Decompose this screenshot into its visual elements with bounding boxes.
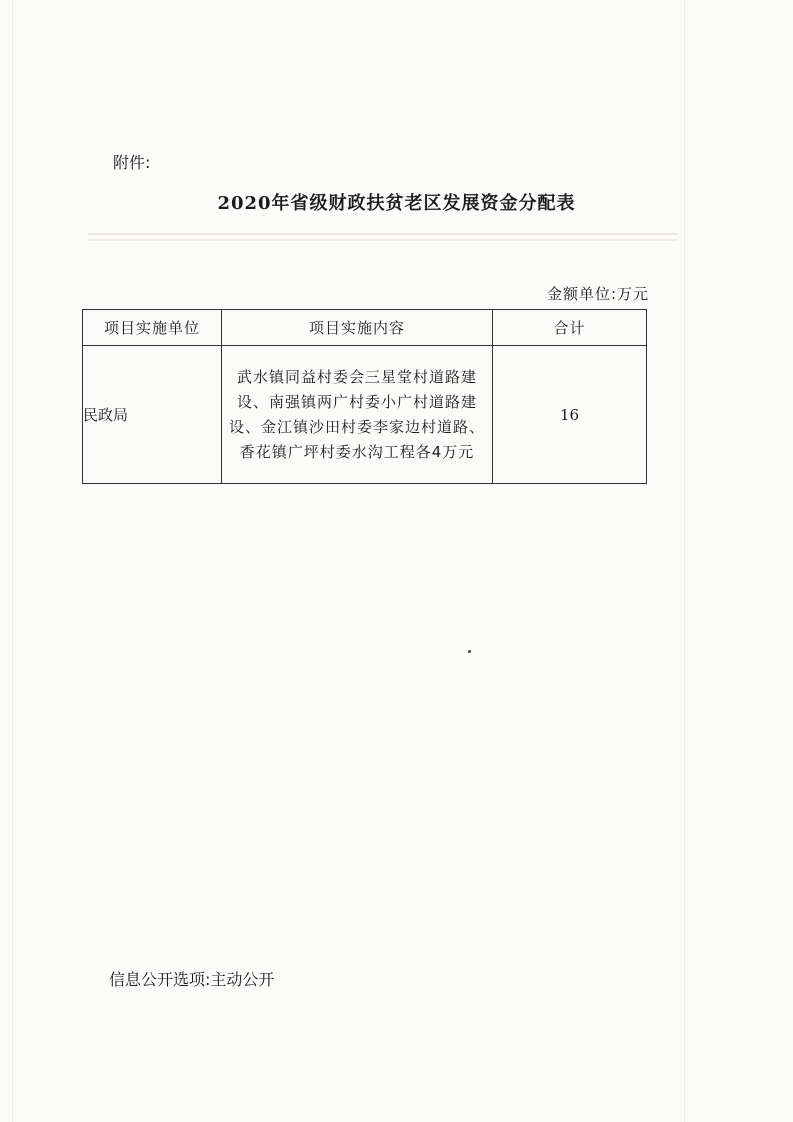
bleed-through-rule (88, 233, 678, 235)
attachment-label: 附件: (113, 153, 151, 172)
scan-speck (468, 650, 471, 653)
bleed-through-rule (88, 239, 678, 241)
header-implementing-unit: 项目实施单位 (83, 310, 222, 346)
cell-project-content: 武水镇同益村委会三星堂村道路建设、南强镇两广村委小广村道路建设、金江镇沙田村委李家边村道路、香花镇广坪村委水沟工程各4万元 (222, 346, 493, 484)
scan-edge-line (684, 0, 685, 1122)
header-project-content: 项目实施内容 (222, 310, 493, 346)
table-header-row (83, 310, 647, 346)
scan-edge-line (12, 0, 13, 1122)
cell-total: 16 (493, 346, 647, 484)
header-total: 合计 (493, 310, 647, 346)
document-title: 2020年省级财政扶贫老区发展资金分配表 (217, 193, 576, 214)
amount-unit-label: 金额单位:万元 (546, 285, 649, 303)
table-row (83, 346, 647, 484)
allocation-table (82, 309, 647, 484)
disclosure-option: 信息公开选项:主动公开 (109, 970, 275, 989)
cell-implementing-unit: 民政局 (83, 346, 222, 484)
